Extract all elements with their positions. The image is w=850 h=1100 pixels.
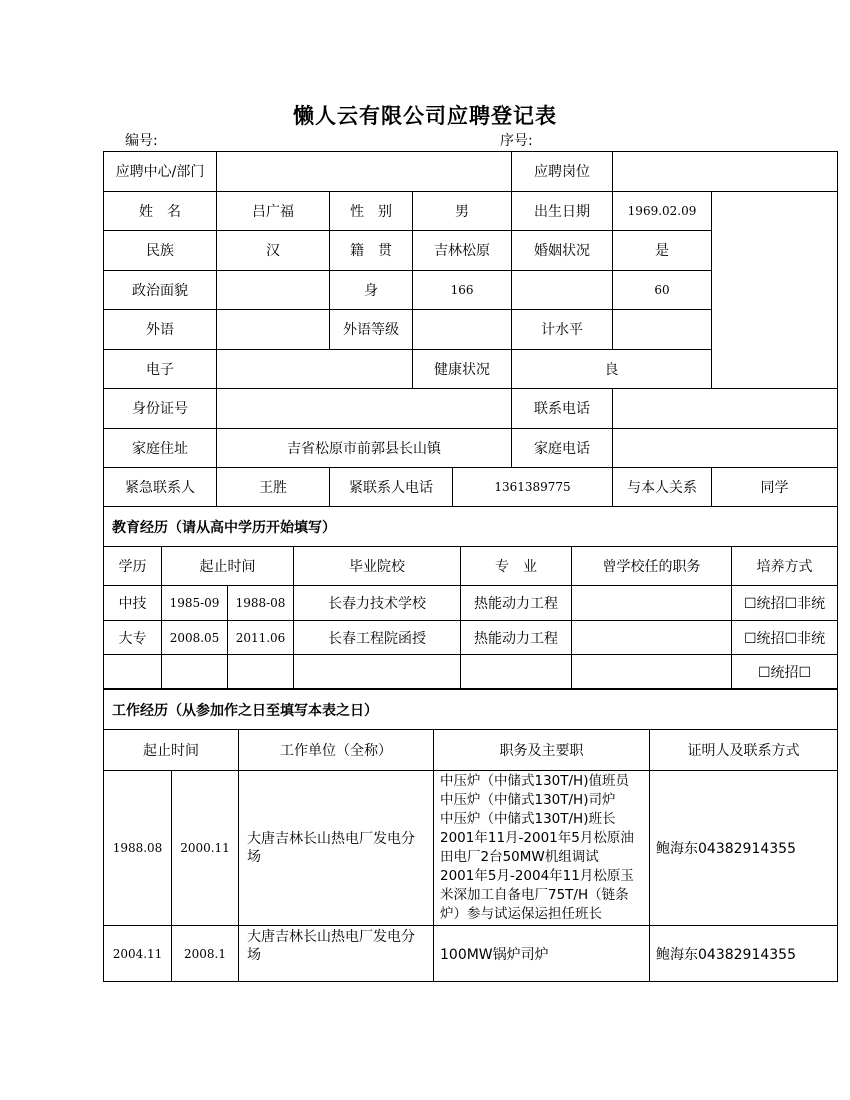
work-header-duties: 职务及主要职 bbox=[434, 730, 650, 771]
marital-label: 婚姻状况 bbox=[512, 231, 613, 271]
edu-school[interactable]: 长春工程院函授 bbox=[294, 621, 461, 655]
emergency-contact-label: 紧急联系人 bbox=[104, 468, 217, 507]
birth-label: 出生日期 bbox=[512, 191, 613, 231]
position-label: 应聘岗位 bbox=[512, 152, 613, 192]
edu-degree[interactable]: 中技 bbox=[104, 586, 162, 621]
work-header-period: 起止时间 bbox=[104, 730, 239, 771]
edu-start[interactable]: 2008.05 bbox=[162, 621, 228, 655]
work-duties[interactable]: 中压炉（中储式130T/H)值班员 中压炉（中储式130T/H)司炉 中压炉（中储式130T/H)班长 2001年11月-2001年5月松原油田电厂2台50MW机组调试 2001年5月-2004年11月松原玉米深加工自备电厂75T/H（链条炉）参与试运保运担任班长 bbox=[434, 771, 650, 926]
marital-value[interactable]: 是 bbox=[613, 231, 712, 271]
name-value[interactable]: 吕广福 bbox=[217, 191, 330, 231]
education-section-title: 教育经历（请从高中学历开始填写） bbox=[104, 507, 838, 547]
edu-header-degree: 学历 bbox=[104, 547, 162, 586]
photo-box bbox=[712, 191, 838, 389]
native-place-label: 籍 贯 bbox=[330, 231, 413, 271]
edu-end[interactable] bbox=[228, 655, 294, 689]
edu-header-mode: 培养方式 bbox=[732, 547, 838, 586]
political-label: 政治面貌 bbox=[104, 270, 217, 310]
edu-header-major: 专 业 bbox=[461, 547, 572, 586]
birth-value[interactable]: 1969.02.09 bbox=[613, 191, 712, 231]
weight-label bbox=[512, 270, 613, 310]
work-history-table bbox=[103, 689, 838, 982]
address-label: 家庭住址 bbox=[104, 428, 217, 468]
edu-degree[interactable] bbox=[104, 655, 162, 689]
political-field[interactable] bbox=[217, 270, 330, 310]
foreign-language-label: 外语 bbox=[104, 310, 217, 350]
edu-start[interactable] bbox=[162, 655, 228, 689]
height-value[interactable]: 166 bbox=[413, 270, 512, 310]
computer-level-field[interactable] bbox=[613, 310, 712, 350]
address-value[interactable]: 吉省松原市前郭县长山镇 bbox=[217, 428, 512, 468]
dept-label: 应聘中心/部门 bbox=[104, 152, 217, 192]
edu-mode-checkboxes[interactable]: ☐统招☐ bbox=[732, 655, 838, 689]
work-start[interactable]: 2004.11 bbox=[104, 926, 172, 982]
foreign-language-field[interactable] bbox=[217, 310, 330, 350]
id-number-field[interactable] bbox=[217, 389, 512, 429]
work-reference[interactable]: 鲍海东04382914355 bbox=[650, 771, 838, 926]
edu-major[interactable]: 热能动力工程 bbox=[461, 586, 572, 621]
work-unit[interactable]: 大唐吉林长山热电厂发电分场 bbox=[239, 771, 434, 926]
phone-field[interactable] bbox=[613, 389, 838, 429]
height-label: 身 bbox=[330, 270, 413, 310]
id-number-label: 身份证号 bbox=[104, 389, 217, 429]
work-section-title: 工作经历（从参加作之日至填写本表之日） bbox=[104, 690, 838, 730]
work-header-unit: 工作单位（全称） bbox=[239, 730, 434, 771]
position-field[interactable] bbox=[613, 152, 838, 192]
emergency-phone-value[interactable]: 1361389775 bbox=[453, 468, 613, 507]
gender-label: 性 别 bbox=[330, 191, 413, 231]
edu-role[interactable] bbox=[572, 586, 732, 621]
serial-number-label: 编号: bbox=[125, 133, 158, 149]
edu-header-role: 曾学校任的职务 bbox=[572, 547, 732, 586]
work-header-reference: 证明人及联系方式 bbox=[650, 730, 838, 771]
ethnic-value[interactable]: 汉 bbox=[217, 231, 330, 271]
edu-end[interactable]: 2011.06 bbox=[228, 621, 294, 655]
work-end[interactable]: 2000.11 bbox=[172, 771, 239, 926]
work-duties[interactable]: 100MW锅炉司炉 bbox=[434, 926, 650, 982]
edu-role[interactable] bbox=[572, 655, 732, 689]
form-title: 懒人云有限公司应聘登记表 bbox=[293, 103, 557, 128]
edu-header-school: 毕业院校 bbox=[294, 547, 461, 586]
emergency-contact-table bbox=[103, 467, 838, 507]
dept-field[interactable] bbox=[217, 152, 512, 192]
email-label: 电子 bbox=[104, 349, 217, 389]
basic-info-table bbox=[103, 151, 838, 468]
edu-mode-checkboxes[interactable]: ☐统招☐非统 bbox=[732, 586, 838, 621]
emergency-contact-value[interactable]: 王胜 bbox=[217, 468, 330, 507]
work-end[interactable]: 2008.1 bbox=[172, 926, 239, 982]
home-phone-label: 家庭电话 bbox=[512, 428, 613, 468]
edu-major[interactable] bbox=[461, 655, 572, 689]
sequence-number-label: 序号: bbox=[500, 133, 533, 149]
edu-school[interactable]: 长春力技术学校 bbox=[294, 586, 461, 621]
relation-value[interactable]: 同学 bbox=[712, 468, 838, 507]
edu-end[interactable]: 1988-08 bbox=[228, 586, 294, 621]
edu-degree[interactable]: 大专 bbox=[104, 621, 162, 655]
edu-school[interactable] bbox=[294, 655, 461, 689]
edu-major[interactable]: 热能动力工程 bbox=[461, 621, 572, 655]
education-table bbox=[103, 506, 838, 689]
language-level-label: 外语等级 bbox=[330, 310, 413, 350]
emergency-phone-label: 紧联系人电话 bbox=[330, 468, 453, 507]
home-phone-field[interactable] bbox=[613, 428, 838, 468]
health-label: 健康状况 bbox=[413, 349, 512, 389]
computer-level-label: 计水平 bbox=[512, 310, 613, 350]
ethnic-label: 民族 bbox=[104, 231, 217, 271]
edu-role[interactable] bbox=[572, 621, 732, 655]
name-label: 姓 名 bbox=[104, 191, 217, 231]
edu-mode-checkboxes[interactable]: ☐统招☐非统 bbox=[732, 621, 838, 655]
native-place-value[interactable]: 吉林松原 bbox=[413, 231, 512, 271]
edu-start[interactable]: 1985-09 bbox=[162, 586, 228, 621]
work-start[interactable]: 1988.08 bbox=[104, 771, 172, 926]
work-reference[interactable]: 鲍海东04382914355 bbox=[650, 926, 838, 982]
email-field[interactable] bbox=[217, 349, 413, 389]
gender-value[interactable]: 男 bbox=[413, 191, 512, 231]
edu-header-period: 起止时间 bbox=[162, 547, 294, 586]
phone-label: 联系电话 bbox=[512, 389, 613, 429]
weight-value[interactable]: 60 bbox=[613, 270, 712, 310]
work-unit[interactable]: 大唐吉林长山热电厂发电分场 bbox=[239, 926, 434, 982]
health-value[interactable]: 良 bbox=[512, 349, 712, 389]
language-level-field[interactable] bbox=[413, 310, 512, 350]
relation-label: 与本人关系 bbox=[613, 468, 712, 507]
